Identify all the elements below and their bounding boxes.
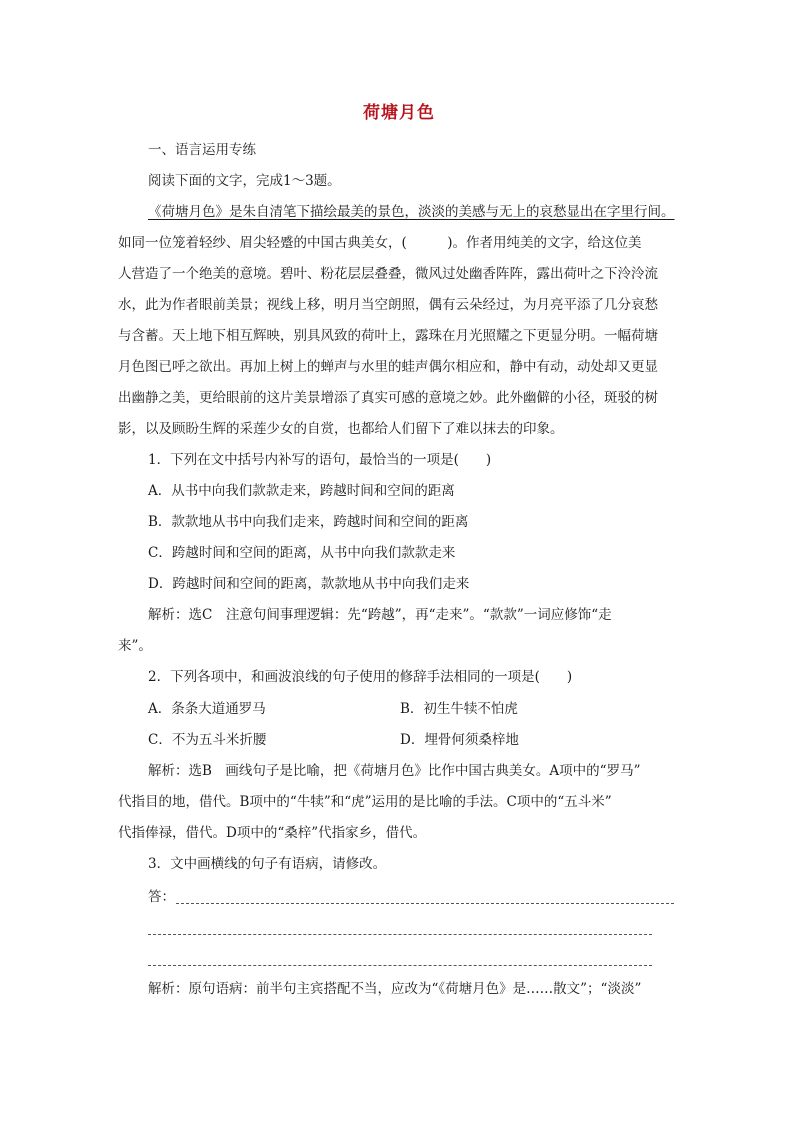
- q2-option-d: D．埋骨何须桑梓地: [400, 732, 519, 748]
- q2-option-a: A．条条大道通罗马: [148, 701, 266, 717]
- answer-line[interactable]: [148, 934, 652, 935]
- question-3-stem: 3．文中画横线的句子有语病，请修改。: [148, 856, 387, 872]
- question-1-stem: 1．下列在文中括号内补写的语句，最恰当的一项是( ): [148, 452, 492, 468]
- instruction: 阅读下面的文字，完成1～3题。: [148, 173, 341, 189]
- q1-analysis: 解析：选C 注意句间事理逻辑：先“跨越”，再“走来”。“款款”一词应修饰“走: [148, 607, 612, 623]
- question-2-stem: 2．下列各项中，和画波浪线的句子使用的修辞手法相同的一项是( ): [148, 669, 573, 685]
- passage-line: 影，以及顾盼生辉的采莲少女的自赏，也都给人们留下了难以抹去的印象。: [118, 421, 564, 437]
- q2-options-row-1: [148, 700, 680, 718]
- passage-line: 月色图已呼之欲出。再加上树上的蝉声与水里的蛙声偶尔相应和，静中有动，动处却又更显: [118, 359, 658, 375]
- answer-line[interactable]: [148, 965, 652, 966]
- q2-analysis-cont: 代指目的地，借代。B项中的“牛犊”和“虎”运用的是比喻的手法。C项中的“五斗米”: [118, 794, 612, 810]
- q2-analysis: 解析：选B 画线句子是比喻，把《荷塘月色》比作中国古典美女。A项中的“罗马”: [148, 763, 641, 779]
- passage-line-underlined: 《荷塘月色》是朱自清笔下描绘最美的景色，淡淡的美感与无上的哀愁显出在字里行间。: [148, 204, 675, 220]
- q1-option-b: B．款款地从书中向我们走来，跨越时间和空间的距离: [148, 514, 469, 530]
- passage-line: 与含蓄。天上地下相互辉映，别具风致的荷叶上，露珠在月光照耀之下更显分明。一幅荷塘: [118, 328, 658, 344]
- answer-line[interactable]: [176, 903, 674, 904]
- passage-line: 如同一位笼着轻纱、眉尖轻蹙的中国古典美女，( )。作者用纯美的文字，给这位美: [118, 235, 642, 251]
- passage-line: 水，此为作者眼前美景；视线上移，明月当空朗照，偶有云朵经过，为月亮平添了几分哀愁: [118, 297, 658, 313]
- passage-line: 出幽静之美，更给眼前的这片美景增添了真实可感的意境之妙。此外幽僻的小径，斑驳的树: [118, 390, 658, 406]
- q3-analysis: 解析：原句语病：前半句主宾搭配不当，应改为“《荷塘月色》是……散文”；“淡淡”: [148, 981, 642, 997]
- q2-option-c: C．不为五斗米折腰: [148, 732, 267, 748]
- q2-option-b: B．初生牛犊不怕虎: [400, 701, 518, 717]
- page-title: 荷塘月色: [363, 103, 435, 123]
- answer-label: 答：: [148, 889, 175, 905]
- q1-option-d: D．跨越时间和空间的距离，款款地从书中向我们走来: [148, 576, 470, 592]
- q2-options-row-2: [148, 731, 680, 749]
- q1-option-c: C．跨越时间和空间的距离，从书中向我们款款走来: [148, 545, 456, 561]
- passage-line: 人营造了一个绝美的意境。碧叶、粉花层层叠叠，微风过处幽香阵阵，露出荷叶之下泠泠流: [118, 266, 658, 282]
- q2-analysis-cont: 代指俸禄，借代。D项中的“桑梓”代指家乡，借代。: [118, 825, 427, 841]
- q1-analysis-cont: 来”。: [118, 638, 152, 654]
- q1-option-a: A．从书中向我们款款走来，跨越时间和空间的距离: [148, 483, 455, 499]
- section-heading: 一、语言运用专练: [148, 142, 256, 158]
